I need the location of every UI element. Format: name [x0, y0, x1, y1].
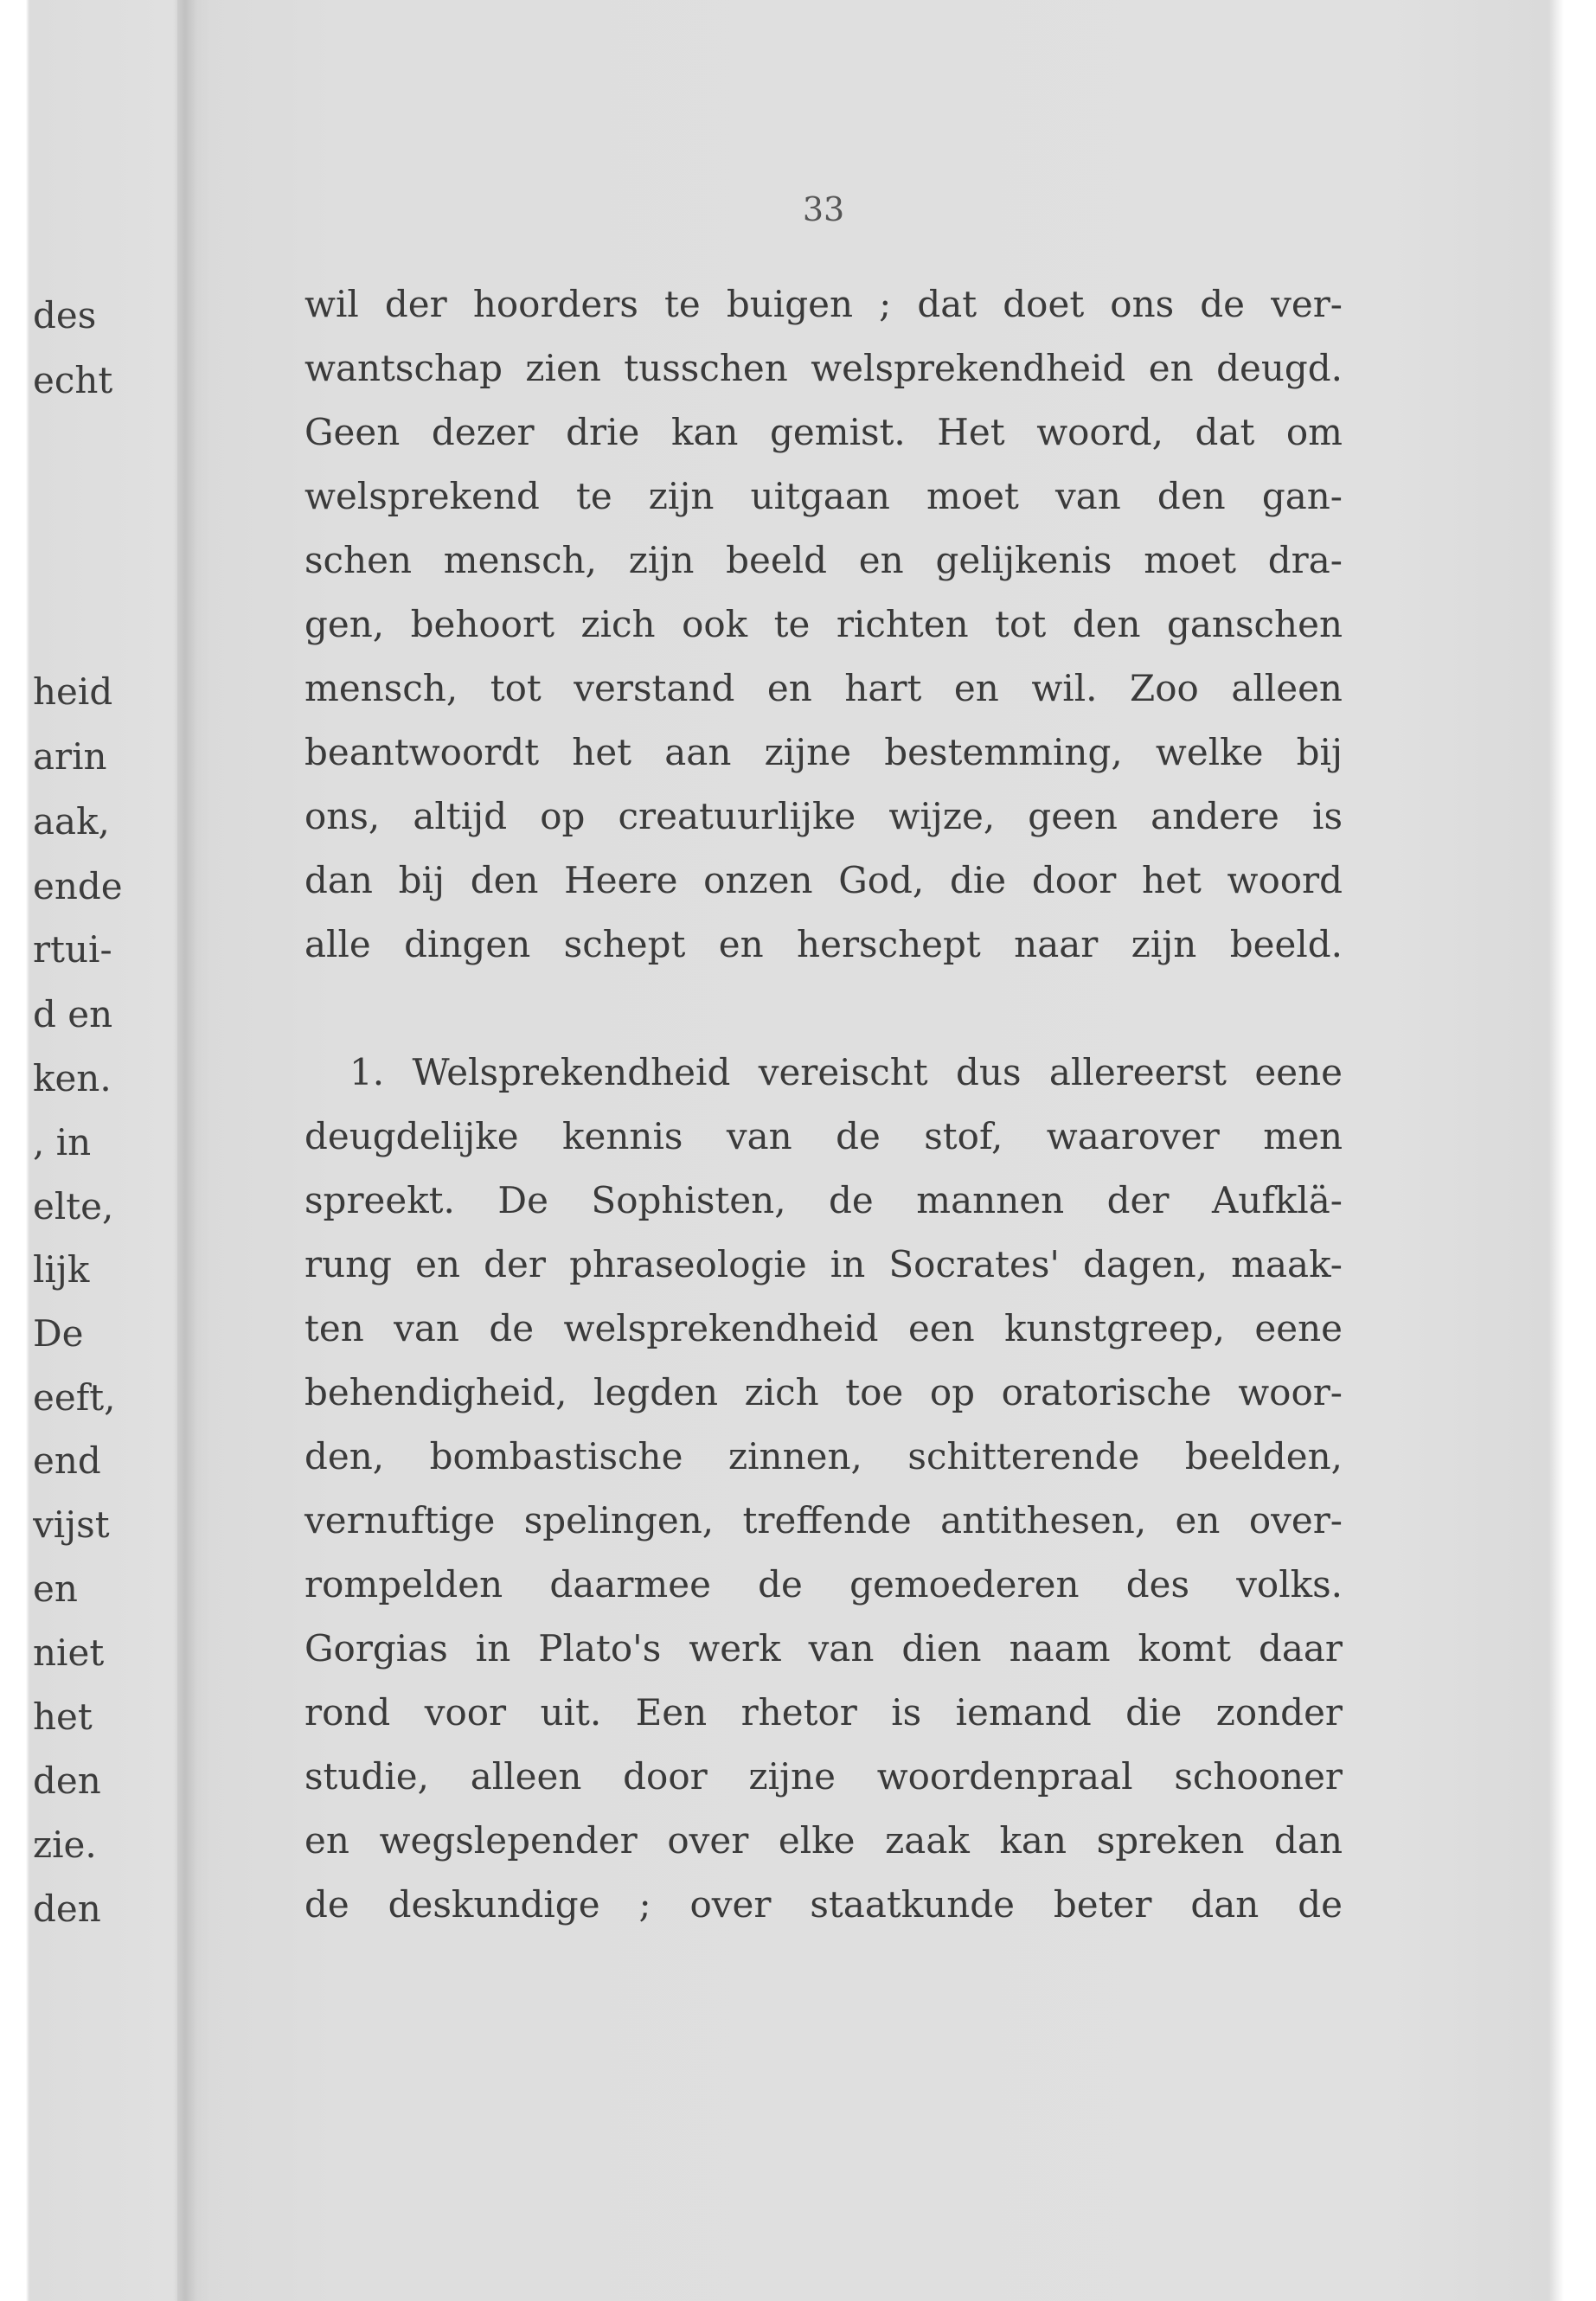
- text-line: rond voor uit. Een rhetor is iemand die zonder: [304, 1691, 1343, 1734]
- text-line: Geen dezer drie kan gemist. Het woord, dat om: [304, 411, 1343, 453]
- text-line: wil der hoorders te buigen ; dat doet ons de ver-: [304, 283, 1343, 325]
- left-fragment: niet: [33, 1631, 105, 1674]
- text-line: deugdelijke kennis van de stof, waarover men: [304, 1115, 1343, 1157]
- left-fragment: den: [33, 1759, 101, 1802]
- left-fragment: het: [33, 1695, 93, 1738]
- text-line: ten van de welsprekendheid een kunstgreep, eene: [304, 1307, 1343, 1349]
- book-gutter: [177, 0, 212, 2301]
- text-line: gen, behoort zich ook te richten tot den ganschen: [304, 603, 1343, 645]
- text-line: rung en der phraseologie in Socrates' dagen, maak-: [304, 1243, 1343, 1285]
- text-line: behendigheid, legden zich toe op oratorische woor-: [304, 1371, 1343, 1413]
- text-line: 1. Welsprekendheid vereischt dus allereerst eene: [349, 1051, 1343, 1093]
- left-fragment: zie.: [33, 1823, 97, 1866]
- text-line: en wegslepender over elke zaak kan spreken dan: [304, 1819, 1343, 1862]
- left-fragment: ken.: [33, 1057, 112, 1099]
- left-page-edge: [33, 0, 163, 2301]
- text-line: schen mensch, zijn beeld en gelijkenis moet dra-: [304, 539, 1343, 581]
- text-line: Gorgias in Plato's werk van dien naam komt daar: [304, 1627, 1343, 1670]
- left-fragment: ende: [33, 865, 123, 907]
- left-fragment: echt: [33, 359, 113, 401]
- left-fragment: d en: [33, 993, 113, 1035]
- left-fragment: den: [33, 1888, 101, 1930]
- text-line: spreekt. De Sophisten, de mannen der Aufklä-: [304, 1179, 1343, 1221]
- left-fragment: eeft,: [33, 1376, 116, 1419]
- text-line: de deskundige ; over staatkunde beter dan de: [304, 1883, 1343, 1926]
- right-page: [304, 0, 1343, 2301]
- text-line: beantwoordt het aan zijne bestemming, welke bij: [304, 731, 1343, 773]
- page-number: 33: [802, 190, 845, 228]
- left-fragment: De: [33, 1312, 84, 1355]
- left-fragment: arin: [33, 735, 107, 778]
- text-line: ons, altijd op creatuurlijke wijze, geen andere is: [304, 795, 1343, 837]
- text-line: alle dingen schept en herschept naar zijn beeld.: [304, 923, 1343, 965]
- left-fragment: en: [33, 1567, 78, 1610]
- left-fragment: elte,: [33, 1185, 114, 1227]
- text-line: den, bombastische zinnen, schitterende beelden,: [304, 1435, 1343, 1477]
- text-line: wantschap zien tusschen welsprekendheid en deugd.: [304, 347, 1343, 389]
- text-line: vernuftige spelingen, treffende antithesen, en over-: [304, 1499, 1343, 1541]
- text-line: studie, alleen door zijne woordenpraal schooner: [304, 1755, 1343, 1798]
- text-line: rompelden daarmee de gemoederen des volks.: [304, 1563, 1343, 1606]
- left-fragment: heid: [33, 670, 113, 713]
- left-fragment: , in: [33, 1121, 92, 1163]
- left-fragment: aak,: [33, 800, 110, 843]
- text-line: welsprekend te zijn uitgaan moet van den gan-: [304, 475, 1343, 517]
- left-fragment: end: [33, 1439, 101, 1482]
- text-line: mensch, tot verstand en hart en wil. Zoo alleen: [304, 667, 1343, 709]
- left-fragment: lijk: [33, 1248, 90, 1291]
- left-fragment: rtui-: [33, 928, 112, 971]
- text-line: dan bij den Heere onzen God, die door het woord: [304, 859, 1343, 901]
- left-fragment: des: [33, 294, 97, 336]
- left-fragment: vijst: [33, 1503, 110, 1546]
